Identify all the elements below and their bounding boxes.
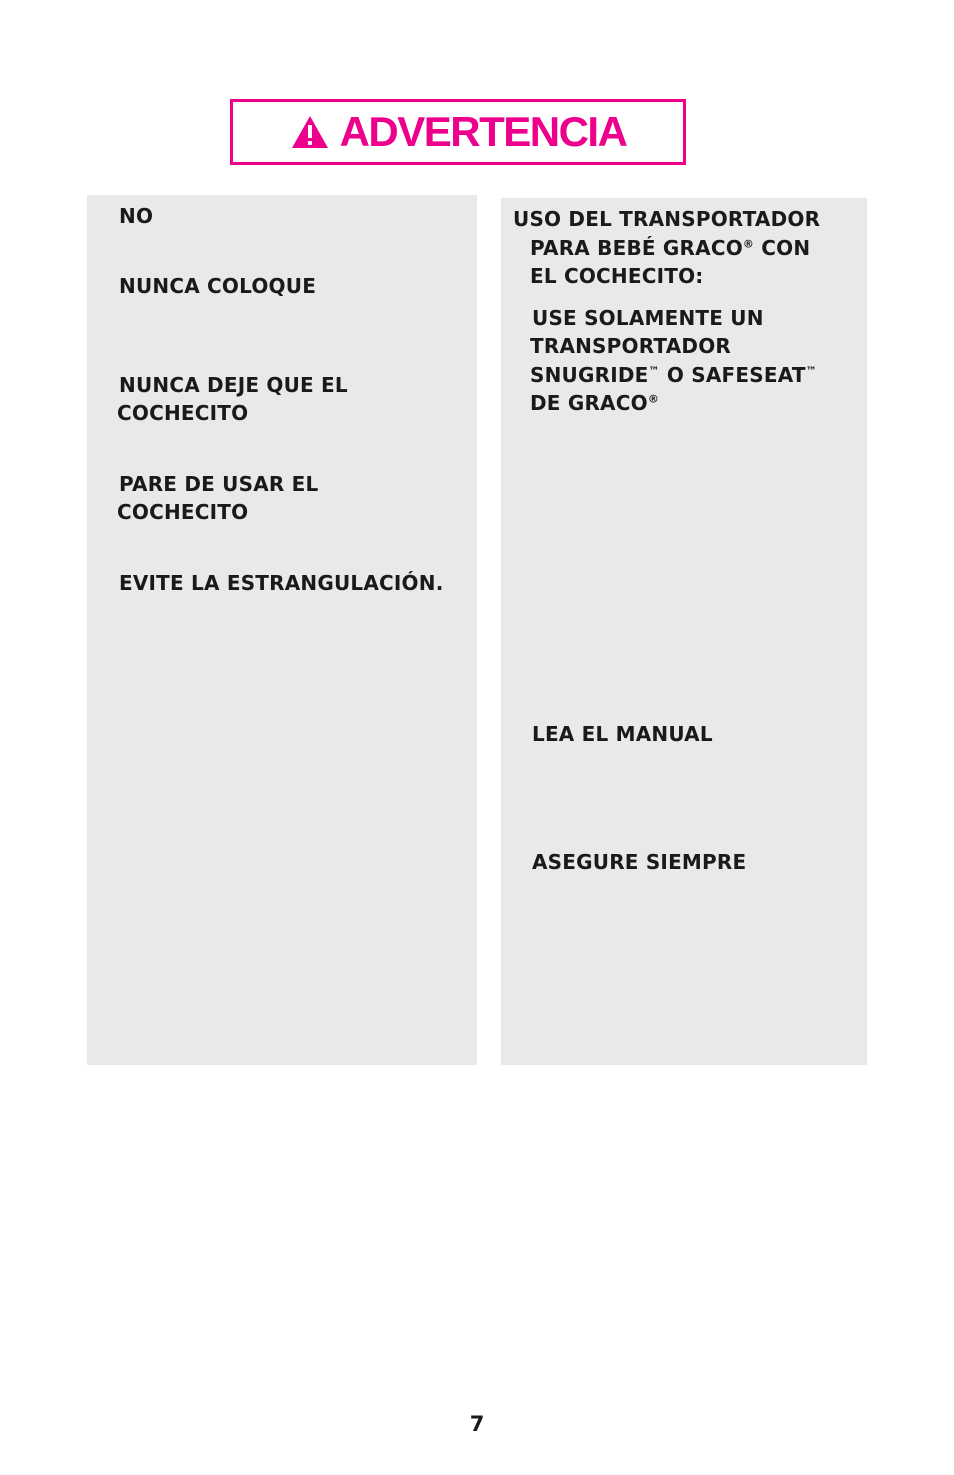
carrier-note-line1: USE SOLAMENTE UN: [532, 306, 764, 330]
carrier-heading-line1: USO DEL TRANSPORTADOR: [513, 207, 821, 231]
warning-banner: [230, 99, 686, 165]
warning-item-pare-line2: COCHECITO: [117, 500, 249, 524]
warning-item-nunca-deje-line1: NUNCA DEJE QUE EL: [119, 373, 348, 397]
warning-item-evite: EVITE LA ESTRANGULACIÓN.: [119, 571, 444, 595]
left-warning-panel: [87, 195, 477, 1065]
warning-item-nunca-coloque: NUNCA COLOQUE: [119, 274, 317, 298]
carrier-heading-line3: EL COCHECITO:: [530, 264, 704, 288]
warning-item-lea-manual: LEA EL MANUAL: [532, 722, 713, 746]
warning-title: ADVERTENCIA: [339, 108, 627, 155]
warning-item-pare-line1: PARE DE USAR EL: [119, 472, 319, 496]
warning-item-asegure: ASEGURE SIEMPRE: [532, 850, 747, 874]
carrier-note-line3: SNUGRIDE™ O SAFESEAT™: [530, 363, 817, 387]
carrier-note-line4: DE GRACO®: [530, 391, 660, 415]
carrier-heading-line2: PARA BEBÉ GRACO® CON: [530, 236, 811, 260]
warning-item-no: NO: [119, 204, 154, 228]
page-number: 7: [469, 1412, 485, 1436]
warning-item-nunca-deje-line2: COCHECITO: [117, 401, 249, 425]
carrier-note-line2: TRANSPORTADOR: [530, 334, 731, 358]
warning-triangle-icon: [290, 114, 330, 150]
